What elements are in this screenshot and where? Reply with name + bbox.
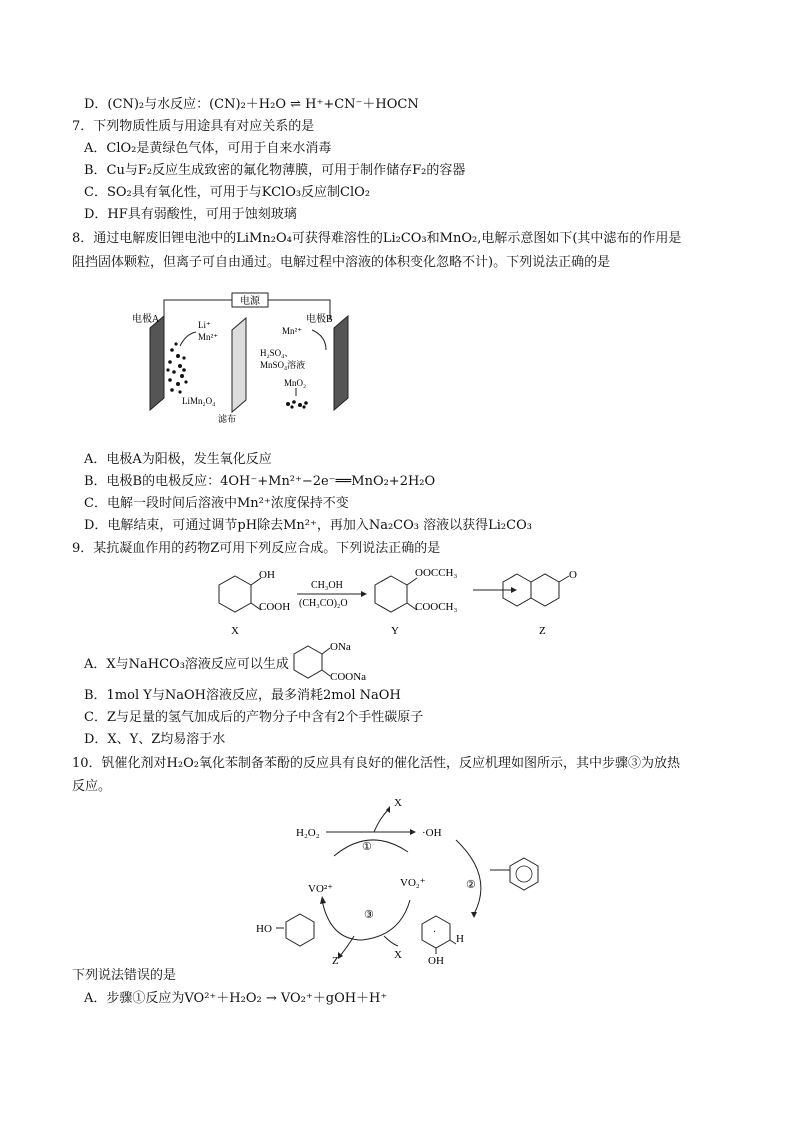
limn2o4-label: LiMn₂O₄	[182, 396, 216, 406]
q10-wrong-prompt: 下列说法错误的是	[72, 968, 177, 983]
step2-label: ②	[466, 879, 476, 891]
q7-stem: 7．下列物质性质与用途具有对应关系的是	[72, 119, 315, 134]
electrolysis-diagram	[120, 288, 360, 428]
y-benzene-ring	[375, 576, 407, 612]
y-cooch3: COOCH₃	[415, 601, 458, 613]
power-source-label: 电源	[240, 296, 260, 307]
x-release-arrow-top	[374, 810, 388, 832]
li-ion-label: Li⁺	[198, 320, 211, 330]
limn2o4-particles	[166, 342, 187, 393]
q9-option-c: C．Z与足量的氢气加成后的产物分子中含有2个手性碳原子	[84, 710, 424, 725]
radical-dot: ·	[433, 927, 437, 938]
salt-coona: COONa	[330, 671, 367, 683]
mn-ion-b-label: Mn²⁺	[282, 326, 302, 336]
electrode-a	[150, 316, 164, 410]
mech-h: H	[456, 933, 464, 945]
y-oocch3: OOCCH₃	[415, 567, 458, 579]
q8-stem-line1: 8．通过电解废旧锂电池中的LiMn₂O₄可获得难溶性的Li₂CO₃和MnO₂,电解示意图如下(其中滤布的作用是	[72, 231, 682, 246]
mn-ion-label: Mn²⁺	[198, 332, 218, 342]
mech-x-bottom: X	[394, 949, 402, 961]
salt-ona: ONa	[330, 641, 351, 653]
q8-option-a: A．电极A为阳极，发生氧化反应	[84, 452, 272, 467]
step2-arrow	[456, 840, 481, 914]
phenol-ring	[286, 914, 314, 946]
ion-arrow-a	[180, 332, 196, 346]
catalytic-mechanism-diagram	[250, 796, 570, 966]
mech-vo2plus: VO²⁺	[308, 883, 333, 895]
q7-option-d: D．HF具有弱酸性，可用于蚀刻玻璃	[84, 207, 297, 222]
mech-oh: OH	[428, 955, 444, 966]
q8-option-b: B．电极B的电极反应：4OH⁻+Mn²⁺−2e⁻══MnO₂+2H₂O	[84, 474, 436, 489]
q10-stem-line2: 反应。	[72, 779, 112, 794]
q10-option-a: A．步骤①反应为VO²⁺＋H₂O₂ → VO₂⁺＋gOH＋H⁺	[84, 991, 388, 1006]
reagent-anhydride: (CH₃CO)₂O	[299, 598, 348, 609]
label-y: Y	[391, 625, 399, 637]
q9-option-b: B．1mol Y与NaOH溶液反应，最多消耗2mol NaOH	[84, 688, 401, 703]
solution-label-2: MnSO₄溶液	[260, 360, 306, 370]
mno2-label: MnO₂	[284, 378, 307, 388]
ion-arrow-b	[312, 330, 326, 350]
benzene-ring	[510, 858, 538, 890]
q9-stem: 9．某抗凝血作用的药物Z可用下列反应合成。下列说法正确的是	[72, 541, 441, 556]
q10-stem-line1: 10．钒催化剂对H₂O₂氧化苯制备苯酚的反应具有良好的催化活性，反应机理如图所示，其中步骤③为放热	[72, 756, 680, 771]
salt-benzene-ring	[294, 646, 322, 678]
sodium-salt-structure	[288, 638, 398, 688]
q9-option-a: A．X与NaHCO₃溶液反应可以生成	[84, 657, 289, 672]
filter-cloth	[232, 318, 246, 412]
electrode-a-label: 电极A	[132, 314, 160, 325]
q8-option-d: D．电解结束，可通过调节pH除去Mn²⁺，再加入Na₂CO₃ 溶液以获得Li₂CO₃	[84, 518, 532, 533]
q7-option-b: B．Cu与F₂反应生成致密的氟化物薄膜，可用于制作储存F₂的容器	[84, 163, 466, 178]
z-release-arrow	[340, 936, 354, 956]
x-oh: OH	[259, 569, 275, 581]
mech-oh-radical: ·OH	[422, 827, 442, 839]
q7-option-a: A．ClO₂是黄绿色气体，可用于自来水消毒	[84, 141, 332, 156]
step3-label: ③	[364, 909, 374, 921]
label-z: Z	[539, 625, 546, 637]
synthesis-scheme	[205, 560, 585, 642]
x-benzene-ring	[219, 576, 251, 612]
q8-option-c: C．电解一段时间后溶液中Mn²⁺浓度保持不变	[84, 496, 349, 511]
reagent-methanol: CH₃OH	[311, 580, 343, 591]
mech-ho: HO	[256, 923, 272, 935]
q9-option-d: D．X、Y、Z均易溶于水	[84, 732, 226, 747]
label-x: X	[231, 625, 239, 637]
electrode-b	[334, 316, 348, 410]
mech-x-top: X	[394, 797, 402, 809]
electrode-b-label: 电极B	[306, 314, 333, 325]
solution-label-1: H₂SO₄、	[260, 348, 294, 358]
step1-label: ①	[362, 841, 372, 853]
mech-vo2: VO₂⁺	[400, 877, 426, 889]
x-cooh: COOH	[259, 601, 291, 613]
q6-option-d: D．(CN)₂与水反应：(CN)₂＋H₂O ⇌ H⁺+CN⁻＋HOCN	[84, 97, 419, 112]
q7-option-c: C．SO₂具有氧化性，可用于与KClO₃反应制ClO₂	[84, 185, 371, 200]
mech-h2o2: H₂O₂	[296, 827, 320, 839]
q8-stem-line2: 阻挡固体颗粒，但离子可自由通过。电解过程中溶液的体积变化忽略不计)。下列说法正确的是	[72, 255, 611, 270]
mno2-particles	[286, 400, 308, 408]
z-carbonyl-o: O	[569, 569, 577, 581]
z-lactone-ring	[531, 574, 559, 606]
mech-z: Z	[332, 955, 339, 966]
filter-cloth-label: 滤布	[218, 414, 237, 424]
x-release-arrow-bottom	[384, 936, 398, 946]
